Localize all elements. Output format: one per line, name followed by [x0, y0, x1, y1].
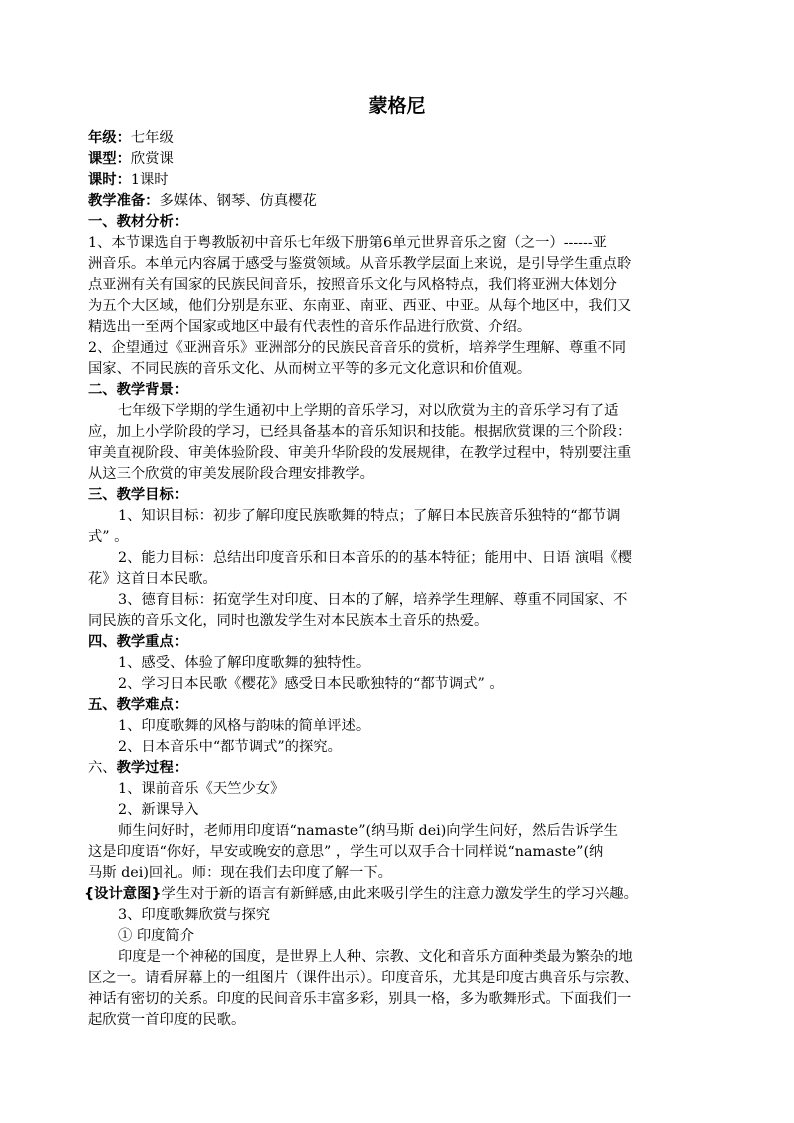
paragraph-line: 式” 。	[88, 529, 129, 545]
section-heading-prefix: 六、	[88, 760, 117, 776]
meta-prep	[88, 191, 728, 212]
document-title: 蒙格尼	[368, 95, 426, 117]
section-heading	[88, 758, 728, 779]
meta-type-value: 欣赏课	[130, 151, 174, 167]
design-intent-text: 学生对于新的语言有新鲜感,由此来吸引学生的注意力激发学生的学习兴趣。	[161, 886, 638, 902]
design-intent-label: {设计意图}	[84, 886, 162, 902]
paragraph-line: 3、印度歌舞欣赏与探究	[118, 907, 271, 923]
meta-hours-value: 1课时	[130, 172, 169, 188]
meta-grade-value: 七年级	[130, 130, 174, 146]
section-heading: 五、教学难点：	[88, 697, 189, 713]
paragraph-line: 2、日本音乐中“都节调式”的探究。	[118, 739, 342, 755]
meta-type	[88, 149, 728, 170]
paragraph-line: 神话有密切的关系。印度的民间音乐丰富多彩，别具一格，多为歌舞形式。下面我们一	[88, 991, 632, 1007]
paragraph-line: 1、印度歌舞的风格与韵味的简单评述。	[118, 718, 371, 734]
paragraph-line: 起欣赏一首印度的民歌。	[88, 1012, 246, 1028]
paragraph-line: 区之一。请看屏幕上的一组图片（课件出示）。印度音乐，尤其是印度古典音乐与宗教、	[88, 970, 639, 986]
paragraph-line: 2、能力目标：总结出印度音乐和日本音乐的的基本特征；能用中、日语 演唱《樱	[118, 550, 633, 566]
paragraph-line: 为五个大区域，他们分别是东亚、东南亚、南亚、西亚、中亚。从每个地区中，我们又	[88, 298, 632, 314]
paragraph-line: 1、感受、体验了解印度歌舞的独特性。	[118, 655, 371, 671]
section-heading-text: 教学过程：	[116, 760, 189, 776]
meta-hours-label: 课时：	[88, 172, 131, 188]
paragraph-line: 点亚洲有关有国家的民族民间音乐，按照音乐文化与风格特点，我们将亚洲大体划分	[88, 277, 617, 293]
paragraph-line: 3、德育目标：拓宽学生对印度、日本的了解，培养学生理解、尊重不同国家、不	[118, 592, 628, 608]
section-heading: 一、教材分析：	[88, 214, 189, 230]
paragraph-line: 洲音乐。本单元内容属于感受与鉴赏领域。从音乐教学层面上来说，是引导学生重点聆	[88, 256, 632, 272]
meta-grade	[88, 128, 728, 149]
paragraph-line: 2、新课导入	[118, 802, 199, 818]
section-heading: 四、教学重点：	[88, 634, 189, 650]
paragraph-line: 这是印度语“你好，早安或晚安的意思” ，学生可以双手合十同样说“namaste”(纳	[88, 844, 604, 860]
paragraph-line: 2、企望通过《亚洲音乐》亚洲部分的民族民音音乐的赏析，培养学生理解、尊重不同	[88, 340, 627, 356]
meta-prep-label: 教学准备：	[88, 193, 160, 209]
paragraph-line: ① 印度简介	[118, 928, 195, 944]
paragraph-line: 1、本节课选自于粤教版初中音乐七年级下册第6单元世界音乐之窗（之一）------亚	[88, 235, 607, 251]
design-intent-line	[84, 884, 734, 905]
meta-grade-label: 年级：	[88, 130, 131, 146]
paragraph-line: 马斯 dei)回礼。师：现在我们去印度了解一下。	[88, 865, 392, 881]
paragraph-line: 1、知识目标：初步了解印度民族歌舞的特点；了解日本民族音乐独特的“都节调	[118, 508, 621, 524]
paragraph-line: 1、课前音乐《天竺少女》	[118, 781, 285, 797]
paragraph-line: 印度是一个神秘的国度，是世界上人种、宗教、文化和音乐方面种类最为繁杂的地	[118, 949, 633, 965]
section-heading: 三、教学目标：	[88, 487, 189, 503]
paragraph-line: 国家、不同民族的音乐文化、从而树立平等的多元文化意识和价值观。	[88, 361, 532, 377]
paragraph-line: 应，加上小学阶段的学习，已经具备基本的音乐知识和技能。根据欣赏课的三个阶段：	[88, 424, 632, 440]
meta-prep-value: 多媒体、钢琴、仿真樱花	[159, 193, 317, 209]
paragraph-line: 审美直视阶段、审美体验阶段、审美升华阶段的发展规律，在教学过程中，特别要注重	[88, 445, 632, 461]
paragraph-line: 从这三个欣赏的审美发展阶段合理安排教学。	[88, 466, 374, 482]
meta-hours	[88, 170, 728, 191]
paragraph-line: 七年级下学期的学生通初中上学期的音乐学习，对以欣赏为主的音乐学习有了适	[118, 403, 619, 419]
meta-type-label: 课型：	[88, 151, 131, 167]
paragraph-line: 精选出一至两个国家或地区中最有代表性的音乐作品进行欣赏、介绍。	[88, 319, 532, 335]
section-heading: 二、教学背景：	[88, 382, 189, 398]
paragraph-line: 花》这首日本民歌。	[88, 571, 217, 587]
paragraph-line: 同民族的音乐文化，同时也激发学生对本民族本土音乐的热爱。	[88, 613, 489, 629]
paragraph-line: 师生问好时，老师用印度语“namaste”(纳马斯 dei)向学生问好，然后告诉学生	[118, 823, 618, 839]
paragraph-line: 2、学习日本民歌《樱花》感受日本民歌独特的“都节调式” 。	[118, 676, 504, 692]
